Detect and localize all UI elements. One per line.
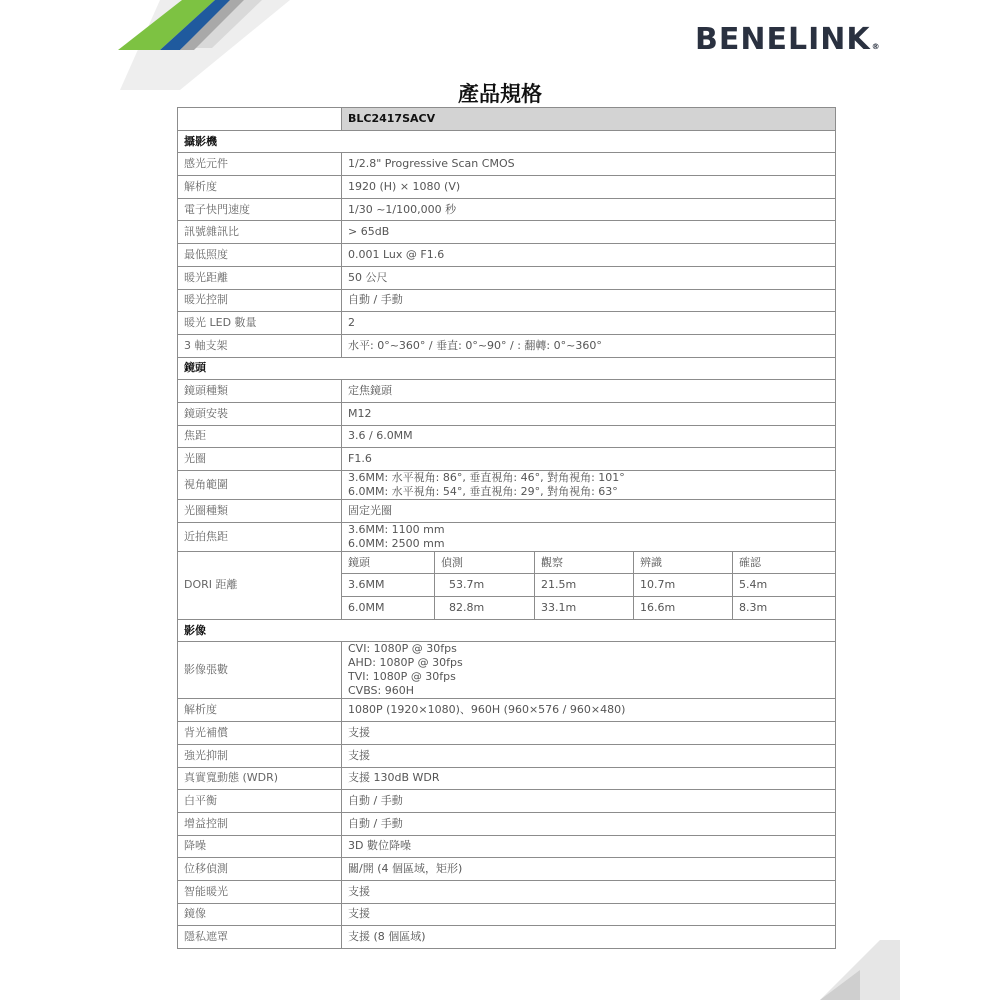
dori-cell: 5.4m xyxy=(733,574,836,597)
close-focus-line: 3.6MM: 1100 mm xyxy=(348,522,445,536)
dori-header: 鏡頭 xyxy=(342,551,435,574)
spec-row xyxy=(178,244,836,267)
video-format-line: TVI: 1080P @ 30fps xyxy=(348,670,456,684)
spec-row xyxy=(178,835,836,858)
spec-label: 鏡頭種類 xyxy=(178,380,342,403)
section-heading: 攝影機 xyxy=(178,130,836,153)
dori-header: 確認 xyxy=(733,551,836,574)
spec-label: 背光補償 xyxy=(178,722,342,745)
spec-label: 鏡像 xyxy=(178,903,342,926)
spec-label: DORI 距離 xyxy=(178,551,342,619)
spec-value: 自動 / 手動 xyxy=(342,289,836,312)
spec-label: 增益控制 xyxy=(178,812,342,835)
spec-value: 支援 xyxy=(342,722,836,745)
spec-value: 自動 / 手動 xyxy=(342,812,836,835)
spec-row xyxy=(178,880,836,903)
spec-value: 支援 xyxy=(342,903,836,926)
dori-header-row xyxy=(178,551,836,574)
video-format-line: CVBS: 960H xyxy=(348,684,415,698)
spec-row xyxy=(178,266,836,289)
spec-label: 3 軸支架 xyxy=(178,334,342,357)
spec-label: 感光元件 xyxy=(178,153,342,176)
dori-cell: 10.7m xyxy=(634,574,733,597)
spec-label: 焦距 xyxy=(178,425,342,448)
spec-label: 位移偵測 xyxy=(178,858,342,881)
spec-value: 50 公尺 xyxy=(342,266,836,289)
spec-value: 2 xyxy=(342,312,836,335)
corner-decoration-bottom-right xyxy=(820,940,900,1000)
fov-line: 6.0MM: 水平視角: 54°, 垂直視角: 29°, 對角視角: 63° xyxy=(348,485,618,498)
spec-label: 暖光距離 xyxy=(178,266,342,289)
dori-cell: 8.3m xyxy=(733,597,836,620)
section-video xyxy=(178,619,836,642)
spec-row xyxy=(178,402,836,425)
spec-label: 光圈 xyxy=(178,448,342,471)
spec-value: 定焦鏡頭 xyxy=(342,380,836,403)
brand-logo: BENELINK® xyxy=(695,22,881,57)
spec-row xyxy=(178,153,836,176)
spec-row xyxy=(178,500,836,523)
spec-row xyxy=(178,642,836,699)
spec-label: 視角範圍 xyxy=(178,471,342,500)
spec-value: 固定光圈 xyxy=(342,500,836,523)
page-title: 產品規格 xyxy=(458,82,542,106)
spec-row xyxy=(178,312,836,335)
spec-value: 3D 數位降噪 xyxy=(342,835,836,858)
spec-label: 解析度 xyxy=(178,176,342,199)
spec-value: 支援 xyxy=(342,880,836,903)
spec-value: 關/開 (4 個區域，矩形) xyxy=(342,858,836,881)
spec-row xyxy=(178,448,836,471)
dori-cell: 53.7m xyxy=(435,574,535,597)
close-focus-line: 6.0MM: 2500 mm xyxy=(348,536,445,550)
video-format-line: CVI: 1080P @ 30fps xyxy=(348,642,457,656)
spec-row xyxy=(178,903,836,926)
spec-row xyxy=(178,858,836,881)
spec-row xyxy=(178,722,836,745)
spec-value: 支援 (8 個區域) xyxy=(342,926,836,949)
spec-row xyxy=(178,471,836,500)
model-label-cell xyxy=(178,108,342,131)
spec-label: 近拍焦距 xyxy=(178,522,342,551)
spec-row xyxy=(178,221,836,244)
spec-label: 電子快門速度 xyxy=(178,198,342,221)
spec-value-multiline xyxy=(342,642,836,699)
spec-value: 1920 (H) × 1080 (V) xyxy=(342,176,836,199)
spec-value: 1080P (1920×1080)、960H (960×576 / 960×480) xyxy=(342,699,836,722)
spec-row xyxy=(178,699,836,722)
dori-cell: 3.6MM xyxy=(342,574,435,597)
section-heading: 影像 xyxy=(178,619,836,642)
spec-label: 最低照度 xyxy=(178,244,342,267)
spec-value: M12 xyxy=(342,402,836,425)
spec-label: 真實寬動態 (WDR) xyxy=(178,767,342,790)
spec-row xyxy=(178,744,836,767)
spec-value-multiline xyxy=(342,522,836,551)
section-camera xyxy=(178,130,836,153)
spec-value: 支援 xyxy=(342,744,836,767)
dori-cell: 33.1m xyxy=(535,597,634,620)
spec-label: 訊號雜訊比 xyxy=(178,221,342,244)
spec-label: 影像張數 xyxy=(178,642,342,699)
spec-value: 支援 130dB WDR xyxy=(342,767,836,790)
dori-cell: 21.5m xyxy=(535,574,634,597)
spec-value: 1/30 ~1/100,000 秒 xyxy=(342,198,836,221)
spec-label: 隱私遮罩 xyxy=(178,926,342,949)
spec-value: 1/2.8" Progressive Scan CMOS xyxy=(342,153,836,176)
spec-row xyxy=(178,176,836,199)
spec-label: 智能暖光 xyxy=(178,880,342,903)
spec-row xyxy=(178,380,836,403)
model-row xyxy=(178,108,836,131)
spec-value: 3.6 / 6.0MM xyxy=(342,425,836,448)
dori-header: 辨識 xyxy=(634,551,733,574)
section-heading: 鏡頭 xyxy=(178,357,836,380)
dori-cell: 82.8m xyxy=(435,597,535,620)
spec-value: 0.001 Lux @ F1.6 xyxy=(342,244,836,267)
spec-value: > 65dB xyxy=(342,221,836,244)
spec-row xyxy=(178,425,836,448)
spec-label: 解析度 xyxy=(178,699,342,722)
dori-cell: 6.0MM xyxy=(342,597,435,620)
spec-label: 強光抑制 xyxy=(178,744,342,767)
model-name: BLC2417SACV xyxy=(342,108,836,131)
spec-value: 自動 / 手動 xyxy=(342,790,836,813)
section-lens xyxy=(178,357,836,380)
spec-row xyxy=(178,289,836,312)
fov-line: 3.6MM: 水平視角: 86°, 垂直視角: 46°, 對角視角: 101° xyxy=(348,471,625,484)
spec-value: F1.6 xyxy=(342,448,836,471)
spec-row xyxy=(178,522,836,551)
spec-label: 暖光 LED 數量 xyxy=(178,312,342,335)
video-format-line: AHD: 1080P @ 30fps xyxy=(348,656,463,670)
spec-label: 降噪 xyxy=(178,835,342,858)
spec-value: 水平: 0°~360° / 垂直: 0°~90° / : 翻轉: 0°~360° xyxy=(342,334,836,357)
spec-label: 白平衡 xyxy=(178,790,342,813)
spec-label: 光圈種類 xyxy=(178,500,342,523)
dori-header: 觀察 xyxy=(535,551,634,574)
dori-header: 偵測 xyxy=(435,551,535,574)
spec-row xyxy=(178,790,836,813)
spec-row xyxy=(178,767,836,790)
dori-cell: 16.6m xyxy=(634,597,733,620)
spec-row xyxy=(178,198,836,221)
spec-value-multiline xyxy=(342,471,836,500)
spec-label: 暖光控制 xyxy=(178,289,342,312)
spec-label: 鏡頭安裝 xyxy=(178,402,342,425)
spec-row xyxy=(178,334,836,357)
spec-row xyxy=(178,812,836,835)
spec-row xyxy=(178,926,836,949)
spec-table xyxy=(177,107,836,949)
